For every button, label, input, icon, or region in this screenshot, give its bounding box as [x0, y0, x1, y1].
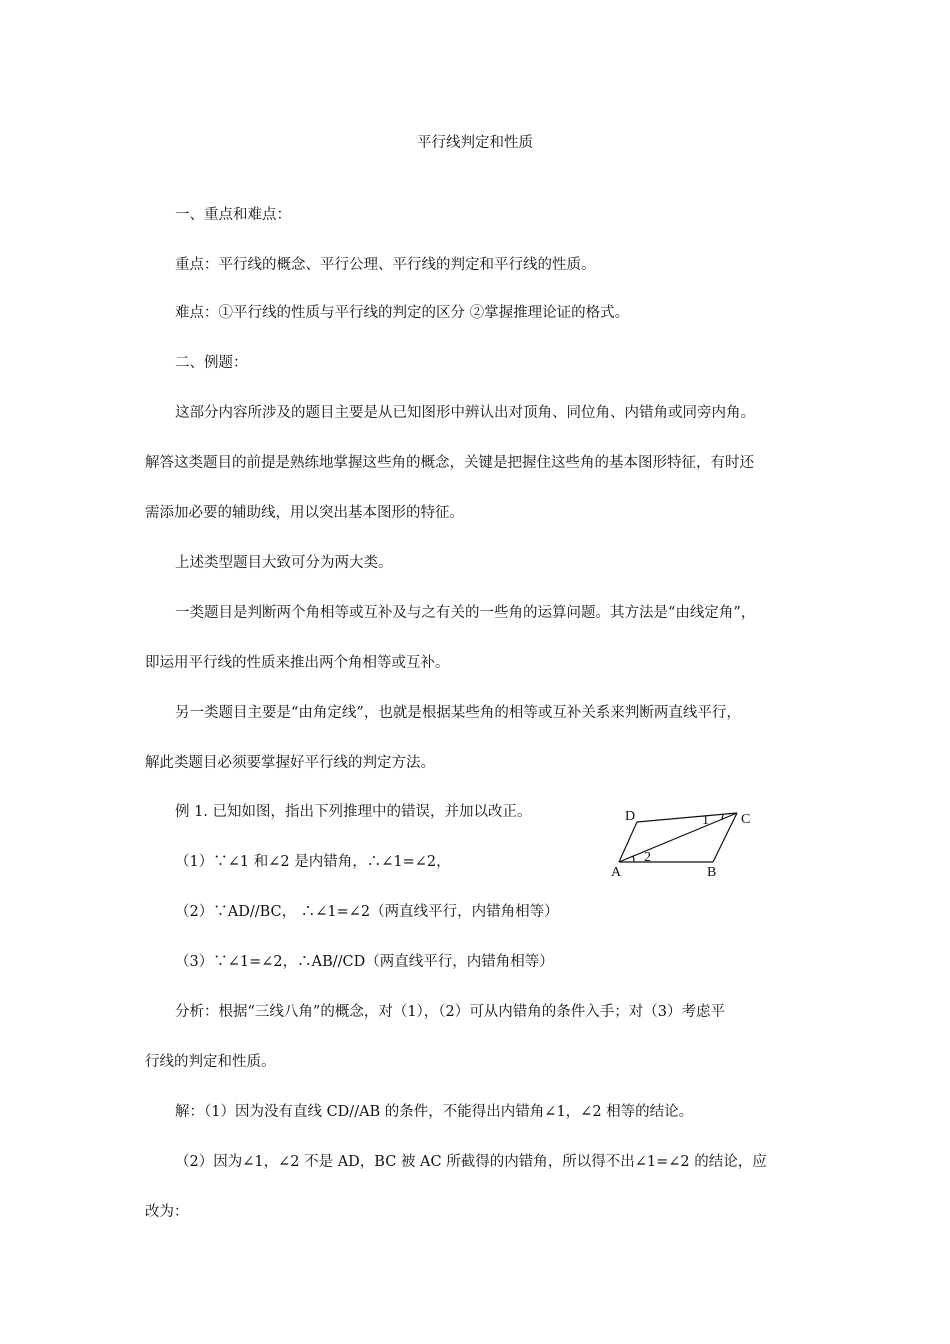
angle-2-arc — [633, 856, 634, 862]
example-item: （2）∵AD//BC， ∴∠1=∠2（两直线平行，内错角相等） — [175, 904, 559, 920]
solution-line: （2）因为∠1，∠2 不是 AD，BC 被 AC 所截得的内错角，所以得不出∠1=∠2 的结论，应 — [175, 1154, 767, 1170]
example-label: 例 1 — [175, 804, 204, 820]
analysis-line: 分析：根据“三线八角”的概念，对（1），（2）可从内错角的条件入手；对（3）考虑平 — [175, 1004, 725, 1020]
paragraph-line: 上述类型题目大致可分为两大类。 — [175, 555, 393, 571]
analysis-line: 行线的判定和性质。 — [145, 1054, 276, 1070]
vertex-label-a: A — [611, 865, 622, 880]
parallelogram-figure — [610, 806, 760, 882]
paragraph-line: 解答这类题目的前提是熟练地掌握这些角的概念，关键是把握住这些角的基本图形特征，有时还 — [145, 455, 754, 471]
solution-line: 解：（1）因为没有直线 CD//AB 的条件，不能得出内错角∠1，∠2 相等的结论。 — [175, 1104, 694, 1120]
angle-label-2: 2 — [644, 850, 651, 865]
example-item: （3）∵∠1=∠2，∴AB//CD（两直线平行，内错角相等） — [175, 954, 554, 970]
paragraph-line: 需添加必要的辅助线，用以突出基本图形的特征。 — [145, 505, 464, 521]
vertex-label-d: D — [625, 809, 636, 824]
angle-label-1: 1 — [702, 813, 709, 828]
vertex-label-c: C — [741, 812, 751, 827]
paragraph-line: 解此类题目必须要掌握好平行线的判定方法。 — [145, 755, 435, 771]
page-title: 平行线判定和性质 — [417, 135, 533, 151]
paragraph-line: 即运用平行线的性质来推出两个角相等或互补。 — [145, 655, 450, 671]
side-bc — [713, 813, 737, 862]
example-item: （1）∵∠1 和∠2 是内错角，∴∠1=∠2， — [175, 854, 451, 870]
difficulties-text: 难点：①平行线的性质与平行线的判定的区分 ②掌握推理论证的格式。 — [175, 305, 630, 321]
paragraph-line: 另一类题目主要是“由角定线”，也就是根据某些角的相等或互补关系来判断两直线平行， — [175, 705, 741, 721]
vertex-label-b: B — [707, 865, 717, 880]
section-heading-key-points: 一、重点和难点： — [175, 207, 291, 223]
example-prompt: . 已知如图，指出下列推理中的错误，并加以改正。 — [203, 804, 532, 820]
section-heading-examples: 二、例题： — [175, 355, 248, 371]
paragraph-line: 一类题目是判断两个角相等或互补及与之有关的一些角的运算问题。其方法是“由线定角”， — [175, 605, 756, 621]
paragraph-line: 这部分内容所涉及的题目主要是从已知图形中辨认出对顶角、同位角、内错角或同旁内角。 — [175, 405, 755, 421]
solution-line: 改为： — [145, 1204, 189, 1220]
key-points-text: 重点：平行线的概念、平行公理、平行线的判定和平行线的性质。 — [175, 257, 596, 273]
diagonal-ac — [619, 813, 737, 862]
example-1-prompt — [175, 802, 532, 822]
